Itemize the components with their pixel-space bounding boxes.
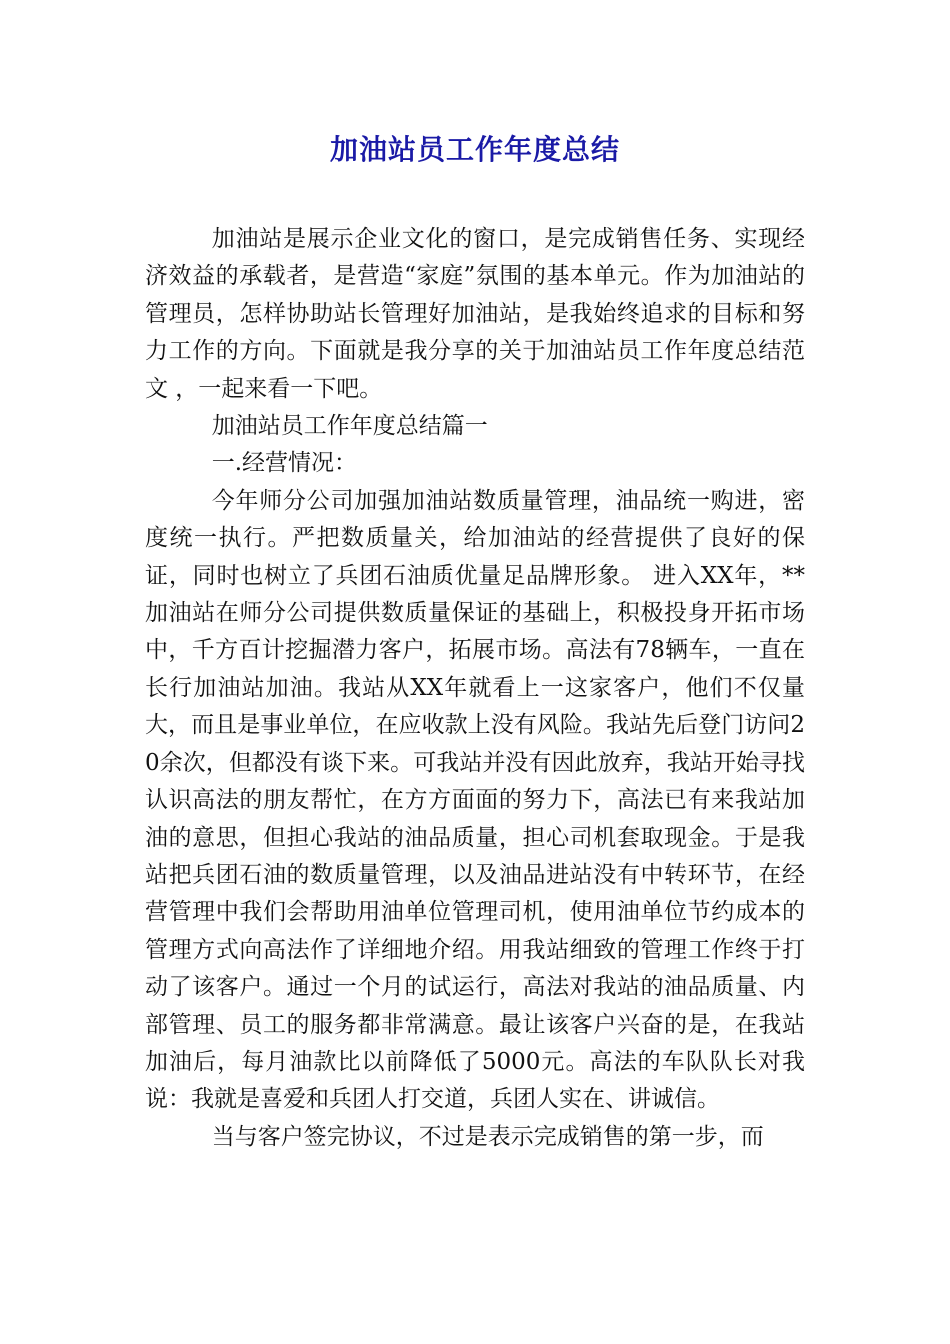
paragraph-intro: 加油站是展示企业文化的窗口，是完成销售任务、实现经济效益的承载者，是营造“家庭”氛围的基本单元。作为加油站的管理员，怎样协助站长管理好加油站，是我始终追求的目标和努力工作的方向。下面就是我分享的关于加油站员工作年度总结范文 ，一起来看一下吧。 [145,226,805,402]
subsection-heading: 一.经营情况： [211,450,357,477]
document-body [145,221,805,1156]
section-heading: 加油站员工作年度总结篇一 [211,413,488,440]
paragraph-operations: 今年师分公司加强加油站数质量管理，油品统一购进，密度统一执行。严把数质量关，给加油站的经营提供了良好的保证，同时也树立了兵团石油质优量足品牌形象。 进入XX年，**加油站在师分公司提供数质量保证的基础上，积极投身开拓市场中，千方百计挖掘潜力客户，拓展市场。高法有78辆车，一直在长行加油站加油。我站从XX年就看上一这家客户，他们不仅量大，而且是事业单位，在应收款上没有风险。我站先后登门访问20余次，但都没有谈下来。可我站并没有因此放弃，我站开始寻找认识高法的朋友帮忙，在方方面面的努力下，高法已有来我站加油的意思，但担心我站的油品质量，担心司机套取现金。于是我站把兵团石油的数质量管理，以及油品进站没有中转环节，在经营管理中我们会帮助用油单位管理司机，使用油单位节约成本的管理方式向高法作了详细地介绍。用我站细致的管理工作终于打动了该客户。通过一个月的试运行，高法对我站的油品质量、内部管理、员工的服务都非常满意。最让该客户兴奋的是，在我站加油后，每月油款比以前降低了5000元。高法的车队队长对我说：我就是喜爱和兵团人打交道，兵团人实在、讲诚信。 [145,487,805,1113]
paragraph-continued: 当与客户签完协议，不过是表示完成销售的第一步，而 [211,1123,764,1150]
document-title: 加油站员工作年度总结 [329,133,620,166]
